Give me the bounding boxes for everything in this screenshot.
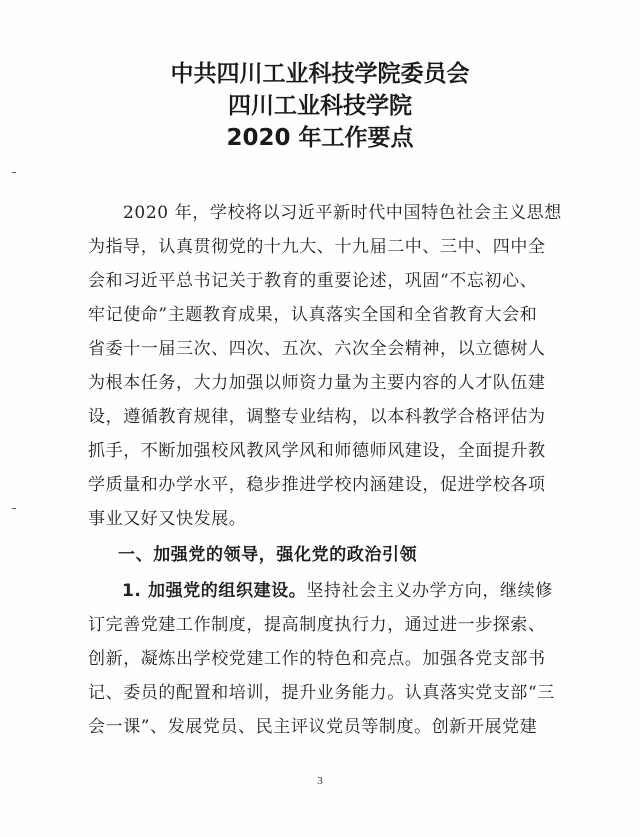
item-1-line: 记、委员的配置和培训，提升业务能力。认真落实党支部“三: [88, 683, 555, 703]
item-1-line: 会一课”、发展党员、民主评议党员等制度。创新开展党建: [88, 717, 538, 737]
item-1-first-line: [122, 576, 553, 601]
item-1-line: 创新，凝炼出学校党建工作的特色和亮点。加强各党支部书: [88, 649, 546, 669]
intro-line: 学质量和办学水平，稳步推进学校内涵建设，促进学校各项: [88, 475, 546, 495]
title-line-2: 四川工业科技学院: [228, 93, 412, 119]
intro-line: 牢记使命”主题教育成果，认真落实全国和全省教育大会和: [88, 305, 538, 325]
intro-line: 省委十一届三次、四次、五次、六次全会精神，以立德树人: [88, 339, 546, 359]
section-heading: 一、加强党的领导，强化党的政治引领: [118, 545, 418, 565]
item-1-first-line-rest: 坚持社会主义办学方向，继续修: [306, 581, 553, 601]
intro-line: 为指导，认真贯彻党的十九大、十九届二中、三中、四中全: [88, 237, 546, 257]
page-number: 3: [317, 775, 323, 787]
title-line-3: 2020 年工作要点: [226, 125, 414, 151]
document-title: [0, 58, 640, 154]
item-1-line: 订完善党建工作制度，提高制度执行力，通过进一步探索、: [88, 615, 546, 635]
title-line-1: 中共四川工业科技学院委员会: [170, 61, 470, 87]
intro-line: 事业又好又快发展。: [88, 509, 247, 529]
intro-line: 2020 年，学校将以习近平新时代中国特色社会主义思想: [123, 203, 562, 223]
scan-mark: [12, 508, 16, 509]
item-1-lead: 1. 加强党的组织建设。: [122, 581, 307, 601]
intro-line: 为根本任务，大力加强以师资力量为主要内容的人才队伍建: [88, 373, 546, 393]
scan-mark: [12, 172, 16, 173]
intro-line: 抓手，不断加强校风教风学风和师德师风建设，全面提升教: [88, 441, 546, 461]
intro-line: 设，遵循教育规律，调整专业结构，以本科教学合格评估为: [88, 407, 546, 427]
intro-line: 会和习近平总书记关于教育的重要论述，巩固“不忘初心、: [88, 271, 538, 291]
